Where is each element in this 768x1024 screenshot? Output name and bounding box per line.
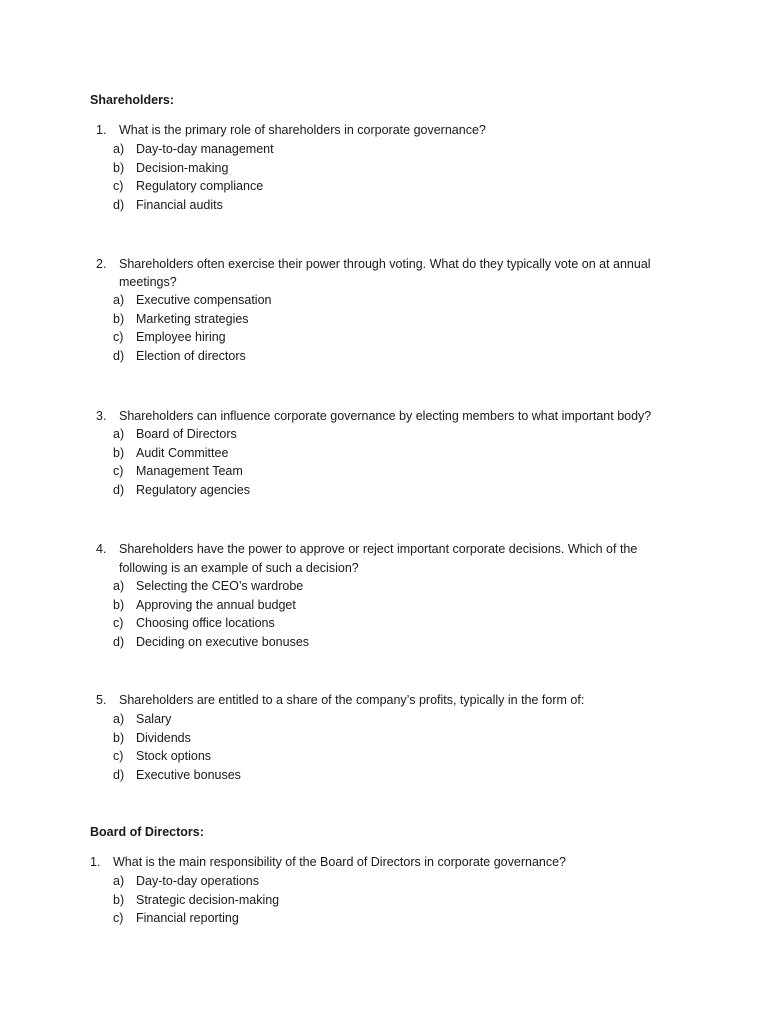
option-letter: d) (113, 767, 125, 782)
question-text: What is the main responsibility of the Board of Directors in corporate governance? (113, 855, 567, 869)
section-heading-shareholders: Shareholders: (90, 93, 175, 107)
option-text: Employee hiring (136, 330, 226, 345)
option-text: Salary (136, 712, 172, 726)
option-text: Deciding on executive bonuses (136, 634, 310, 649)
option-letter: a) (113, 293, 125, 307)
option-text: Board of Directors (136, 427, 237, 441)
option-text: Strategic decision-making (136, 892, 280, 907)
option-letter: a) (113, 712, 125, 726)
option-text: Executive compensation (136, 293, 272, 307)
option-text: Decision-making (136, 160, 229, 175)
option-letter: a) (113, 427, 125, 441)
option-letter: c) (113, 911, 124, 926)
option-text: Regulatory agencies (136, 482, 250, 497)
option-text: Choosing office locations (136, 616, 275, 631)
option-text: Marketing strategies (136, 311, 249, 326)
option-letter: b) (113, 892, 125, 907)
option-text: Regulatory compliance (136, 179, 264, 194)
option-text: Election of directors (136, 348, 246, 363)
question-text: Shareholders have the power to approve or reject important corporate decisions. Which of the (119, 542, 638, 556)
question-number: 5. (96, 693, 107, 707)
option-text: Day-to-day management (136, 142, 274, 156)
option-text: Financial audits (136, 197, 223, 212)
option-letter: b) (113, 160, 125, 175)
option-letter: a) (113, 142, 125, 156)
option-text: Dividends (136, 730, 191, 745)
option-text: Management Team (136, 464, 243, 479)
option-letter: a) (113, 874, 125, 888)
question-text: Shareholders often exercise their power through voting. What do they typically vote on at annual (119, 257, 651, 271)
option-text: Day-to-day operations (136, 874, 259, 888)
option-text: Approving the annual budget (136, 597, 296, 612)
question-text: Shareholders are entitled to a share of the company’s profits, typically in the form of: (119, 693, 585, 707)
option-letter: c) (113, 179, 124, 194)
option-letter: b) (113, 730, 125, 745)
question-number: 1. (96, 123, 107, 137)
option-letter: a) (113, 579, 125, 593)
option-letter: c) (113, 464, 124, 479)
option-text: Executive bonuses (136, 767, 241, 782)
option-letter: c) (113, 616, 124, 631)
option-letter: c) (113, 330, 124, 345)
question-number: 1. (90, 855, 101, 869)
option-letter: b) (113, 597, 125, 612)
section-heading-board-of-directors: Board of Directors: (90, 825, 204, 839)
option-letter: d) (113, 197, 125, 212)
option-letter: c) (113, 749, 124, 764)
option-letter: d) (113, 348, 125, 363)
option-text: Financial reporting (136, 911, 239, 926)
question-text: Shareholders can influence corporate governance by electing members to what important body? (119, 409, 652, 423)
option-letter: b) (113, 311, 125, 326)
option-text: Stock options (136, 749, 212, 764)
option-text: Audit Committee (136, 445, 229, 460)
question-number: 4. (96, 542, 107, 556)
question-number: 3. (96, 409, 107, 423)
option-letter: d) (113, 634, 125, 649)
question-text: meetings? (119, 275, 177, 289)
option-letter: b) (113, 445, 125, 460)
question-number: 2. (96, 257, 107, 271)
question-text: What is the primary role of shareholders in corporate governance? (119, 123, 486, 137)
option-text: Selecting the CEO’s wardrobe (136, 579, 304, 593)
option-letter: d) (113, 482, 125, 497)
question-text: following is an example of such a decision? (119, 561, 359, 575)
